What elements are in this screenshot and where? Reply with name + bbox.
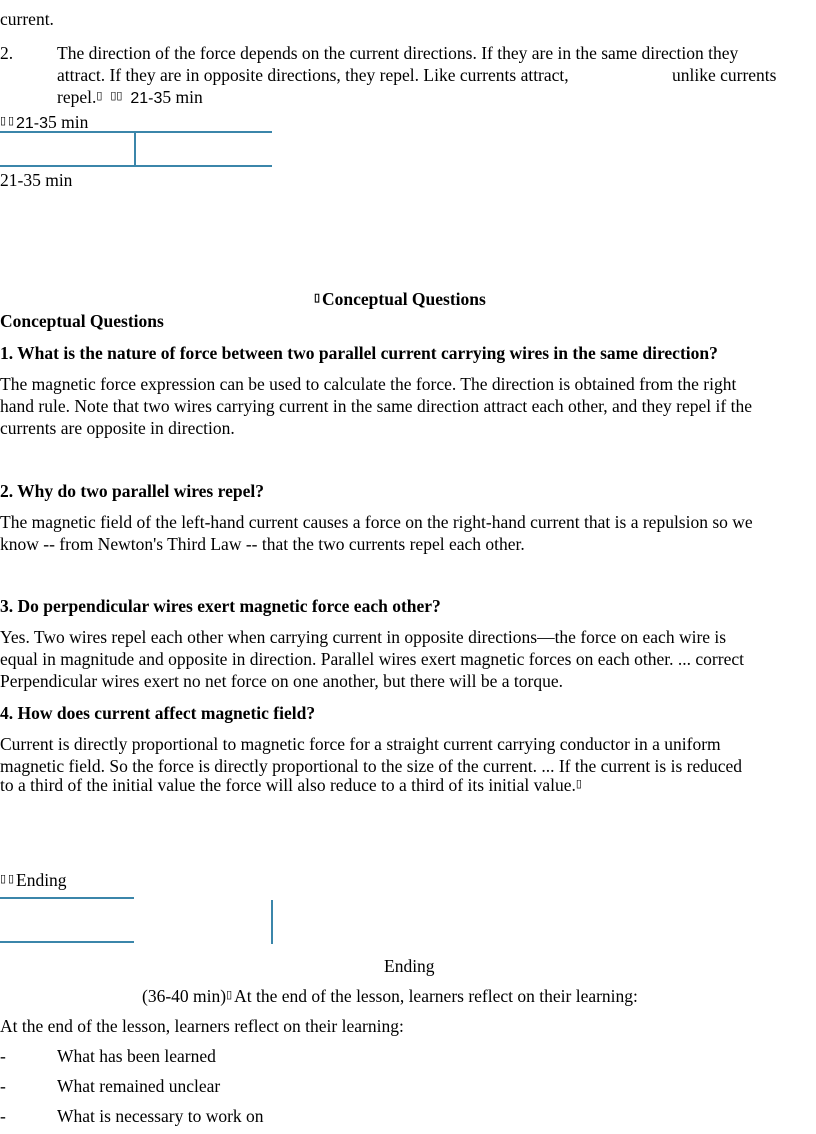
list-number-2: 2. (0, 43, 14, 63)
time-label-b: 5 min (162, 87, 203, 107)
item2-line3 (57, 86, 203, 110)
placeholder-glyph-icon: ▯ (575, 778, 582, 790)
question-2: 2. Why do two parallel wires repel? (0, 481, 264, 501)
item2-line2b: unlike currents (672, 65, 777, 85)
answer-1-line2: hand rule. Note that two wires carrying current in the same direction attract each other, and they repel if the (0, 396, 752, 416)
table-border-mid (134, 131, 136, 167)
time-label-a: 21-3 (130, 90, 163, 107)
item2-line2a: attract. If they are in opposite directions, they repel. Like currents attract, (57, 65, 569, 85)
placeholder-glyph-icon: ▯ (116, 90, 123, 102)
dash: - (0, 1106, 6, 1126)
table-border-top (0, 131, 272, 133)
list-item: What is necessary to work on (57, 1106, 264, 1126)
ending-time-text: At the end of the lesson, learners reflect on their learning: (234, 986, 638, 1006)
answer-1-line3: currents are opposite in direction. (0, 418, 235, 438)
ending-box-divider (271, 900, 273, 944)
answer-3-line1: Yes. Two wires repel each other when carrying current in opposite directions—the force on each wire is (0, 627, 727, 647)
answer-3-line3: Perpendicular wires exert no net force on one another, but there will be a torque. (0, 671, 563, 691)
question-4: 4. How does current affect magnetic field? (0, 703, 316, 723)
answer-4-line3-text: to a third of the initial value the force will also reduce to a third of its initial value. (0, 775, 576, 795)
answer-2-line2: know -- from Newton's Third Law -- that the two currents repel each other. (0, 534, 525, 554)
placeholder-glyph-icon: ▯ (96, 90, 103, 102)
time-row-3: 21-35 min (0, 170, 73, 190)
time2-label-a: 21-3 (16, 115, 49, 132)
conceptual-center-heading-text: Conceptual Questions (322, 289, 486, 309)
answer-1-line1: The magnetic force expression can be used to calculate the force. The direction is obtained from the right (0, 374, 737, 394)
list-item: What has been learned (57, 1046, 216, 1066)
placeholder-glyph-icon: ▯ (8, 115, 15, 127)
dash: - (0, 1076, 6, 1096)
answer-4-line2: magnetic field. So the force is directly proportional to the size of the current. ... If the current is is reduced (0, 756, 743, 776)
question-1: 1. What is the nature of force between two parallel current carrying wires in the same direction? (0, 343, 718, 363)
ending-time: (36-40 min) (142, 986, 227, 1006)
answer-4-line3 (0, 774, 582, 796)
list-item: What remained unclear (57, 1076, 221, 1096)
ending-label-row (0, 869, 67, 891)
ending-intro: At the end of the lesson, learners reflect on their learning: (0, 1016, 404, 1036)
conceptual-heading: Conceptual Questions (0, 311, 164, 331)
placeholder-glyph-icon: ▯ (0, 115, 7, 127)
answer-3-line2: equal in magnitude and opposite in direction. Parallel wires exert magnetic forces on each other. ... correct (0, 649, 744, 669)
ending-box-top (0, 897, 134, 899)
ending-box-bottom (0, 941, 134, 943)
placeholder-glyph-icon: ▯ (0, 873, 7, 885)
placeholder-glyph-icon: ▯ (8, 873, 15, 885)
line-current: current. (0, 9, 54, 29)
ending-time-line (142, 985, 638, 1007)
conceptual-center-heading (314, 288, 486, 310)
dash: - (0, 1046, 6, 1066)
table-border-bottom (0, 165, 272, 167)
answer-4-line1: Current is directly proportional to magnetic force for a straight current carrying conductor in a uniform (0, 734, 721, 754)
question-3: 3. Do perpendicular wires exert magnetic force each other? (0, 596, 441, 616)
ending-label: Ending (16, 870, 67, 890)
item2-repel-text: repel. (57, 87, 97, 107)
item2-line1: The direction of the force depends on the current directions. If they are in the same direction they (57, 43, 739, 63)
time2-label-b: 5 min (48, 112, 89, 132)
ending-center: Ending (384, 956, 435, 976)
placeholder-glyph-icon: ▯ (226, 989, 233, 1001)
placeholder-glyph-icon: ▯ (314, 292, 321, 304)
answer-2-line1: The magnetic field of the left-hand current causes a force on the right-hand current that is a repulsion so we (0, 512, 753, 532)
placeholder-glyph-icon: ▯ (110, 90, 117, 102)
